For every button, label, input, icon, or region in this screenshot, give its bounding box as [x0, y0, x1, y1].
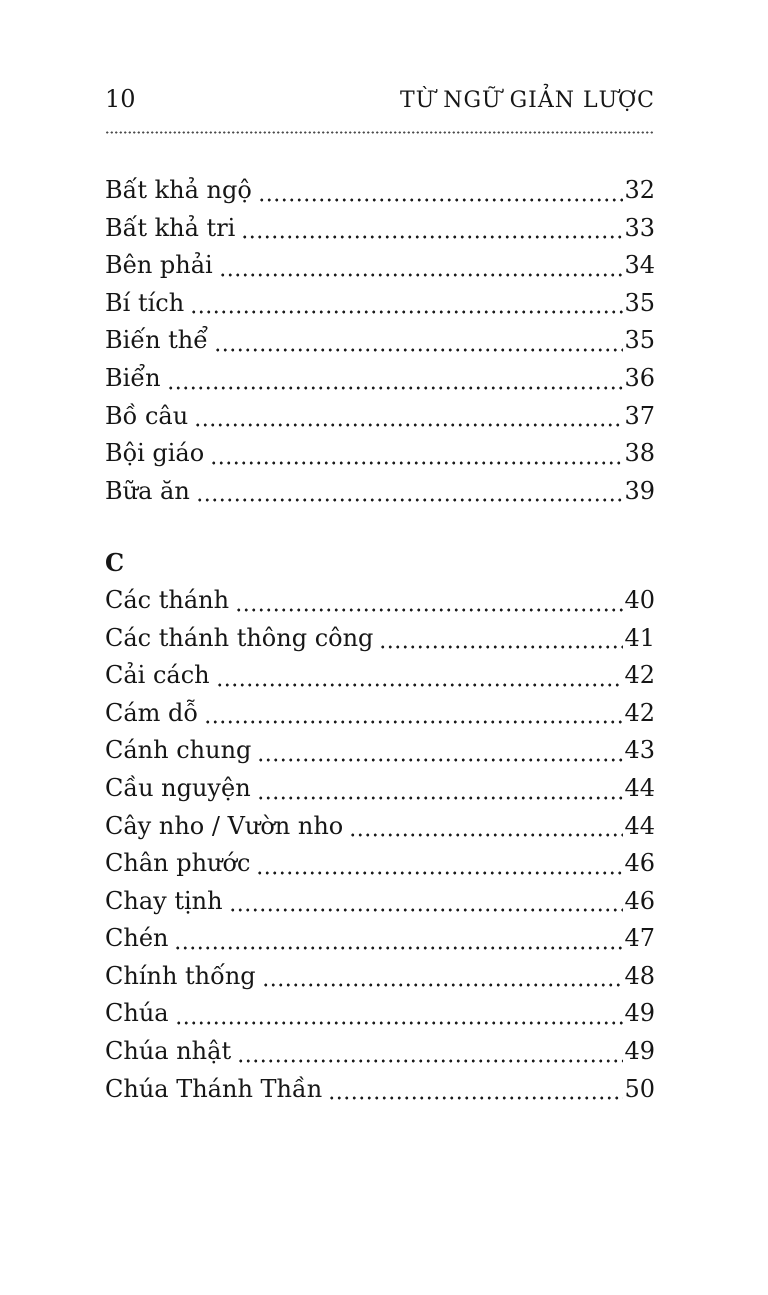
toc-entry-page-number: 37: [624, 401, 655, 430]
toc-entry-label: Bồ câu: [105, 401, 189, 430]
dot-leader: [216, 657, 624, 695]
toc-entry-page-number: 33: [624, 213, 655, 242]
toc-entry-row: [105, 210, 655, 248]
dot-leader: [175, 995, 624, 1033]
toc-entry-label: Cám dỗ: [105, 698, 199, 727]
toc-entry-label: Biển: [105, 363, 161, 392]
toc-entry-row: [105, 322, 655, 360]
dot-leader: [237, 1033, 623, 1071]
toc-entry-label: Cây nho / Vườn nho: [105, 811, 344, 840]
toc-entry-row: [105, 247, 655, 285]
toc-entry-page-number: 32: [624, 176, 655, 204]
toc-entry-label: Chúa nhật: [105, 1037, 232, 1066]
toc-entry-page-number: 47: [624, 924, 655, 953]
toc-entry-row: [105, 920, 655, 958]
toc-entry-label: Chay tịnh: [105, 886, 223, 915]
toc-entry-label: Bội giáo: [105, 439, 205, 468]
toc-entry-row: [105, 1033, 655, 1071]
toc-entry-row: [105, 473, 655, 511]
toc-entry-page-number: 40: [624, 585, 655, 614]
dot-leader: [241, 210, 623, 248]
dot-leader: [328, 1071, 623, 1109]
toc-entry-page-number: 44: [624, 773, 655, 802]
dot-leader: [214, 322, 623, 360]
toc-entry-row: [105, 1071, 655, 1109]
toc-entry-label: Chén: [105, 924, 169, 953]
toc-entry-page-number: 46: [624, 886, 655, 915]
dot-leader: [229, 883, 624, 921]
dot-leader: [262, 958, 624, 996]
toc-entry-label: Bất khả ngộ: [105, 176, 252, 204]
dot-leader: [194, 398, 623, 436]
toc-section: [105, 544, 655, 1108]
dot-leader: [167, 360, 624, 398]
dot-leader: [190, 285, 623, 323]
toc-entry-label: Cánh chung: [105, 736, 252, 765]
toc-entry-label: Bí tích: [105, 288, 185, 317]
toc-entry-row: [105, 808, 655, 846]
toc-entry-label: Các thánh thông công: [105, 623, 374, 652]
toc-entry-label: Chính thống: [105, 961, 256, 990]
toc-entry-row: [105, 360, 655, 398]
toc-entry-label: Bất khả tri: [105, 213, 236, 242]
toc-entry-row: [105, 172, 655, 210]
toc-entry-page-number: 39: [624, 476, 655, 505]
toc-entry-page-number: 35: [624, 288, 655, 317]
toc: [105, 172, 655, 1108]
toc-entry-row: [105, 435, 655, 473]
toc-entry-page-number: 41: [624, 623, 655, 652]
toc-entry-page-number: 42: [624, 698, 655, 727]
toc-entry-page-number: 42: [624, 661, 655, 690]
running-head: TỪ NGỮ GIẢN LƯỢC: [400, 88, 655, 113]
section-heading: C: [105, 548, 125, 578]
toc-entry-row: [105, 657, 655, 695]
toc-entry-label: Bữa ăn: [105, 476, 190, 505]
toc-entry-row: [105, 883, 655, 921]
dot-leader: [196, 473, 624, 511]
toc-entry-label: Bên phải: [105, 251, 213, 280]
toc-entry-row: [105, 845, 655, 883]
dot-leader: [349, 808, 623, 846]
dot-leader: [258, 172, 624, 210]
toc-entry-row: [105, 770, 655, 808]
dot-leader: [174, 920, 623, 958]
toc-entry-row: [105, 398, 655, 436]
toc-entry-page-number: 49: [624, 1037, 655, 1066]
dot-leader: [257, 770, 624, 808]
toc-entry-page-number: 50: [624, 1074, 655, 1103]
toc-entry-label: Cầu nguyện: [105, 773, 251, 802]
toc-entry-row: [105, 732, 655, 770]
toc-entry-label: Các thánh: [105, 585, 230, 614]
toc-entry-page-number: 43: [624, 736, 655, 765]
toc-entry-page-number: 44: [624, 811, 655, 840]
header-divider: [105, 131, 655, 134]
toc-entry-row: [105, 958, 655, 996]
toc-entry-label: Chân phước: [105, 849, 251, 878]
toc-entry-page-number: 49: [624, 999, 655, 1028]
toc-entry-row: [105, 995, 655, 1033]
dot-leader: [204, 695, 623, 733]
toc-entry-label: Chúa Thánh Thần: [105, 1074, 323, 1103]
toc-entry-row: [105, 695, 655, 733]
book-page: [105, 84, 655, 1108]
toc-entry-row: [105, 285, 655, 323]
page-number: 10: [105, 85, 136, 113]
toc-entry-page-number: 36: [624, 363, 655, 392]
toc-entry-page-number: 34: [624, 251, 655, 280]
toc-entry-row: [105, 582, 655, 620]
dot-leader: [256, 845, 623, 883]
toc-entry-label: Chúa: [105, 999, 169, 1028]
toc-entry-label: Biến thể: [105, 326, 209, 355]
dot-leader: [235, 582, 623, 620]
toc-entry-label: Cải cách: [105, 661, 210, 690]
toc-entry-page-number: 38: [624, 439, 655, 468]
dot-leader: [379, 620, 623, 658]
toc-section: [105, 172, 655, 510]
toc-entry-page-number: 46: [624, 849, 655, 878]
dot-leader: [257, 732, 623, 770]
page-header: [105, 84, 655, 116]
dot-leader: [210, 435, 623, 473]
toc-entry-page-number: 35: [624, 326, 655, 355]
toc-entry-page-number: 48: [624, 961, 655, 990]
toc-entry-row: [105, 620, 655, 658]
dot-leader: [219, 247, 624, 285]
